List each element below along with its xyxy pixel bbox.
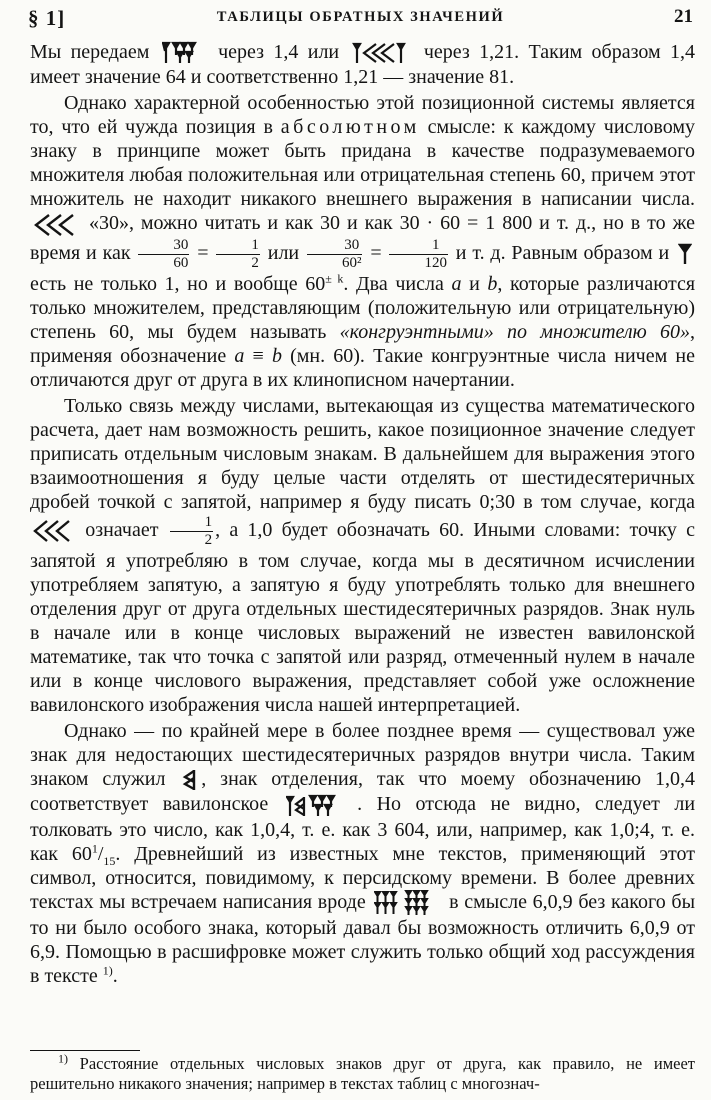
running-title: ТАБЛИЦЫ ОБРАТНЫХ ЗНАЧЕНИЙ — [216, 9, 505, 25]
cuneiform-30-glyph — [33, 519, 73, 543]
paragraph-3: Только связь между числами, вытекающая из существа математического расчета, дает нам возможность решить, какое позиционное значение следует приписать отдельным числовым знакам. В дальнейшем для выражения этого взаимоотношения я буду целые части отделять от шестидесятеричных дробей точкой с запятой, например я буду писать 0;30 в том случае, когда означает $\frac{1}{2}$ , а 1,0 будет обозначать 60. Иными словами: точку с запятой я употребляю в том случае, когда мы в десятичном исчислении употребляем запятую, а запятую я буду употреблять только для внешнего отделения друг от друга отдельных шестидесятеричных разрядов. Знак нуль в начале или в конце числовых выражений не известен вавилонской математике, так что точка с запятой или разряд, отмеченный нулем в начале или в конце числового выражения, представляет собой уже осложнение вавилонского изображения числа нашей интерпретацией. — [30, 394, 696, 716]
fraction-1-2: $\frac{1}{2}$ — [216, 237, 260, 272]
fraction-1-2: $\frac{1}{2}$ — [170, 514, 214, 549]
fraction-30-3600: $\frac{30}{\text{60²}}$ — [307, 237, 363, 272]
cuneiform-1-4-glyph — [162, 41, 206, 65]
paragraph-1: Мы передаем через 1,4 или через 1,21. Таким образом 1,4 имеет значение 64 и соответственно 1,21 — значение 81. — [30, 41, 696, 89]
cuneiform-1-glyph — [678, 242, 692, 266]
separation-sign-glyph — [182, 768, 198, 792]
footnote-reference: 1) — [102, 963, 113, 978]
spaced-emphasis: абсолютном — [280, 116, 420, 139]
italic-term: «конгруэнтными» по множителю 60» — [339, 320, 690, 343]
paragraph-4: Однако — по крайней мере в более позднее время — существовал уже знак для недостающих шестидесятеричных разрядов внутри числа. Таким знаком служил , знак отделения, так что моему обозначению 1,0,4 соответствует вавилонское . Но отсюда не видно, следует ли толковать это число, как 1,0,4, т. е. как 3 604, или, например, как 1,0;4, т. е. как $60^1/_{15}$. Древнейший из известных мне текстов, применяющий этот символ, относится, повидимому, к персидскому времени. В более древних текстах мы встречаем написания вроде в смысле 6,0,9 без какого бы то ни было особого знака, который давал бы возможность отличить 6,0,9 от 6,9. Помощью в расшифровке может служить только общий ход рассуждения в тексте $^{1)}$. — [30, 719, 696, 988]
page-header — [28, 4, 693, 30]
body-text — [30, 40, 695, 988]
page-number: 21 — [674, 6, 693, 27]
paragraph-2: Однако характерной особенностью этой позиционной системы является то, что ей чужда позиция в абсолютном смысле: к каждому числовому знаку в принципе может быть придана в качестве подразумеваемого множителя любая положительная или отрицательная степень 60, причем этот множитель не находит никакого внешнего выражения в написании числа. «30», можно читать и как 30 и как 30 · 60 = 1 800 и т. д., но в то же время и как $\frac{30}{60}$ = $\frac{1}{2}$ или $\frac{30}{\text{60²}}$ = $\frac{1}{120}$ и т. д. Равным образом и есть не только 1, но и вообще $60^{\pm k}$. Два числа a и b, которые различаются только множителем, представляющим (положительную или отрицательную) степень 60, мы будем называть «конгруэнтными» по множителю 60», применяя обозначение a ≡ b (мн. 60). Такие конгруэнтные числа ничем не отличаются друг от друга в их клинописном начертании. — [30, 92, 696, 391]
cuneiform-30-glyph — [33, 213, 79, 237]
section-mark: § 1] — [28, 6, 66, 30]
cuneiform-1-21-glyph — [352, 41, 412, 65]
cuneiform-6-0-9-glyph — [374, 890, 440, 916]
footnote-divider — [30, 1050, 140, 1051]
footnote: $^{1)}$ Расстояние отдельных числовых знаков друг от друга, как правило, не имеет решительно никакого значения; например в текстах таблиц с многознач- — [30, 1051, 695, 1093]
fraction-30-60: $\frac{30}{60}$ — [138, 237, 189, 272]
cuneiform-1-0-4-glyph — [286, 794, 340, 818]
fraction-1-120: $\frac{1}{120}$ — [389, 237, 448, 272]
